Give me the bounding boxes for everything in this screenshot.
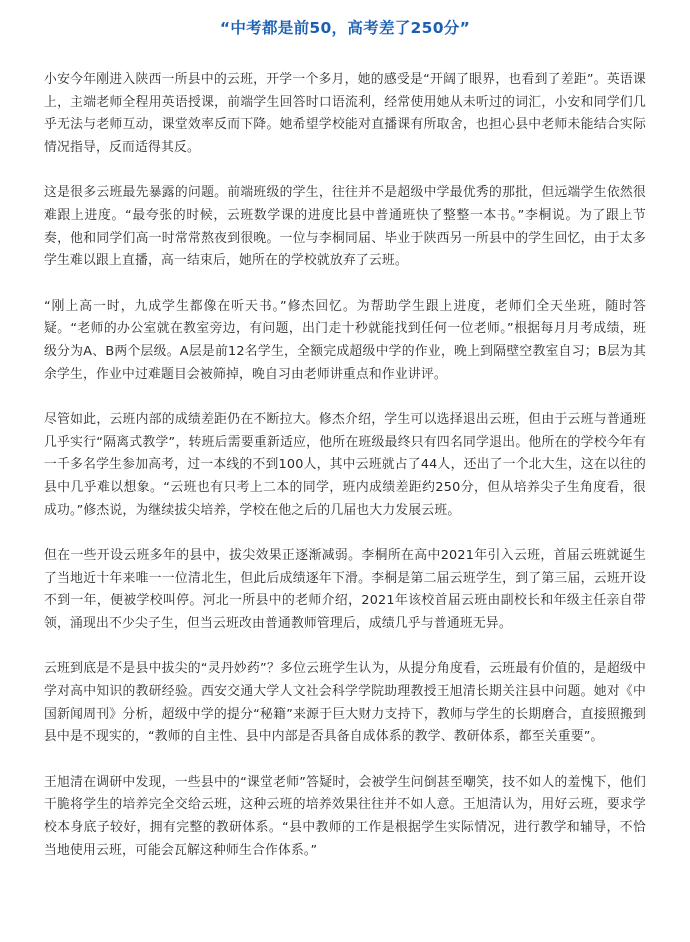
article-title: “中考都是前50，高考差了250分” <box>219 19 471 37</box>
paragraph-1: 小安今年刚进入陕西一所县中的云班，开学一个多月，她的感受是“开阔了眼界，也看到了差距”。英语课上，主端老师全程用英语授课，前端学生回答时口语流利，经常使用她从未听过的词汇，小安和同学们几乎无法与老师互动，课堂效率反而下降。她希望学校能对直播课有所取舍，也担心县中老师未能结合实际情况指导，反而适得其反。 <box>44 72 646 155</box>
paragraph-4: 尽管如此，云班内部的成绩差距仍在不断拉大。修杰介绍，学生可以选择退出云班，但由于云班与普通班几乎实行“隔离式教学”，转班后需要重新适应，他所在班级最终只有四名同学退出。他所在的学校今年有一千多名学生参加高考，过一本线的不到100人，其中云班就占了44人，还出了一个北大生，这在以往的县中几乎难以想象。“云班也有只考上二本的同学，班内成绩差距约250分，但从培养尖子生角度看，很成功。”修杰说，为继续拔尖培养，学校在他之后的几届也大力发展云班。 <box>44 412 646 518</box>
paragraph-3: “刚上高一时，九成学生都像在听天书。”修杰回忆。为帮助学生跟上进度，老师们全天坐班，随时答疑。“老师的办公室就在教室旁边，有问题，出门走十秒就能找到任何一位老师。”根据每月月考成绩，班级分为A、B两个层级。A层是前12名学生，全额完成超级中学的作业，晚上到隔壁空教室自习；B层为其余学生，作业中过难题目会被筛掉，晚自习由老师讲重点和作业讲评。 <box>44 298 646 382</box>
paragraph-2: 这是很多云班最先暴露的问题。前端班级的学生，往往并不是超级中学最优秀的那批，但远端学生依然很难跟上进度。“最夸张的时候，云班数学课的进度比县中普通班快了整整一本书。”李桐说。为了跟上节奏，他和同学们高一时常常熬夜到很晚。一位与李桐同届、毕业于陕西另一所县中的学生回忆，由于太多学生难以跟上直播，高一结束后，她所在的学校就放弃了云班。 <box>44 185 646 269</box>
paragraph-7: 王旭清在调研中发现，一些县中的“课堂老师”答疑时，会被学生问倒甚至嘲笑，技不如人的羞愧下，他们干脆将学生的培养完全交给云班，这种云班的培养效果往往并不如人意。王旭清认为，用好云班，要求学校本身底子较好，拥有完整的教研体系。“县中教师的工作是根据学生实际情况，进行教学和辅导，不恰当地使用云班，可能会瓦解这种师生合作体系。” <box>44 774 646 858</box>
paragraph-6: 云班到底是不是县中拔尖的“灵丹妙药”？多位云班学生认为，从提分角度看，云班最有价值的，是超级中学对高中知识的教研经验。西安交通大学人文社会科学学院助理教授王旭清长期关注县中问题。她对《中国新闻周刊》分析，超级中学的提分“秘籍”来源于巨大财力支持下，教师与学生的长期磨合，直接照搬到县中是不现实的，“教师的自主性、县中内部是否具备自成体系的教学、教研体系，都至关重要”。 <box>44 661 646 745</box>
paragraph-5: 但在一些开设云班多年的县中，拔尖效果正逐渐减弱。李桐所在高中2021年引入云班，首届云班就诞生了当地近十年来唯一一位清北生，但此后成绩逐年下滑。李桐是第二届云班学生，到了第三届，云班开设不到一年，便被学校叫停。河北一所县中的老师介绍，2021年该校首届云班由副校长和年级主任亲自带领，涌现出不少尖子生，但当云班改由普通教师管理后，成绩几乎与普通班无异。 <box>44 548 646 631</box>
